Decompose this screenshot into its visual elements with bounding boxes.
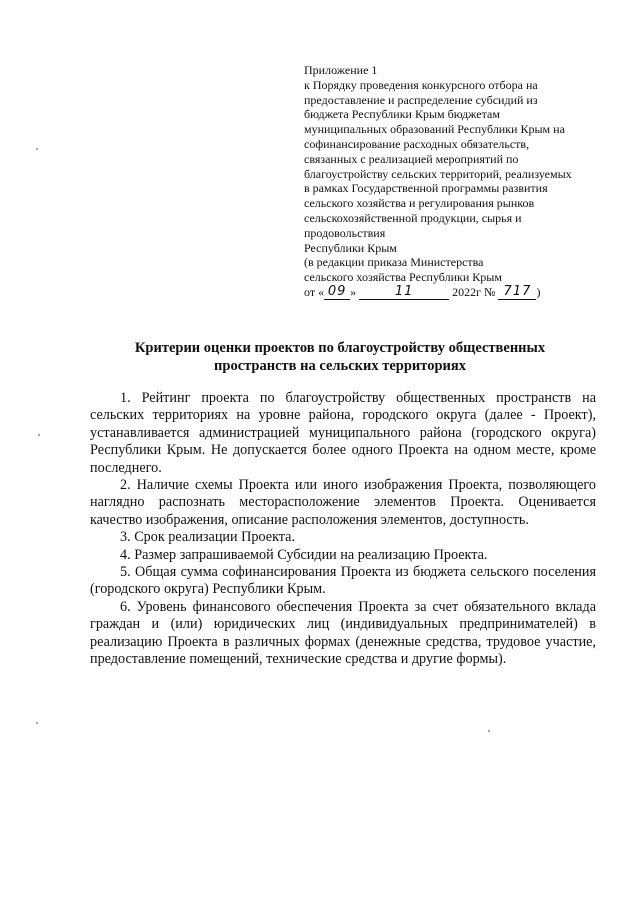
criterion-item: 1. Рейтинг проекта по благоустройству общественных пространств на сельских территориях на уровне района, городского округа (далее - Проект), устанавливается администрацией муниципального района (городского округа) Республики Крым. Не допускается более одного Проекта на одном месте, кроме последнего. — [90, 390, 596, 476]
date-day-close: » — [350, 285, 357, 300]
scan-speck — [38, 434, 40, 436]
appendix-line: сельского хозяйства и регулирования рынков — [304, 196, 535, 211]
appendix-line: благоустройству сельских территорий, реализуемых — [304, 166, 572, 181]
order-date-line — [304, 285, 604, 301]
appendix-line: муниципальных образований Республики Крым на — [304, 122, 565, 137]
appendix-line: сельскохозяйственной продукции, сырья и — [304, 210, 522, 225]
date-day: 09 — [324, 285, 350, 300]
appendix-line: связанных с реализацией мероприятий по — [304, 151, 519, 166]
appendix-line: бюджета Республики Крым бюджетам — [304, 107, 500, 122]
appendix-line: к Порядку проведения конкурсного отбора на — [304, 77, 538, 92]
appendix-line: (в редакции приказа Министерства — [304, 255, 484, 270]
criteria-list — [90, 390, 596, 669]
appendix-line: в рамках Государственной программы развития — [304, 181, 548, 196]
criterion-item: 5. Общая сумма софинансирования Проекта из бюджета сельского поселения (городского округа) Республики Крым. — [90, 564, 596, 598]
appendix-line: софинансирование расходных обязательств, — [304, 136, 530, 151]
appendix-line: предоставление и распределение субсидий из — [304, 92, 538, 107]
criterion-item: 6. Уровень финансового обеспечения Проекта за счет обязательного вклада граждан и (или) юридических лиц (индивидуальных предпринимателей) в реализацию Проекта в различных формах (денежные средства, трудовое участие, предоставление помещений, технические средства и другие формы). — [90, 598, 596, 668]
title-line: пространств на сельских территориях — [214, 358, 466, 374]
criterion-item: 3. Срок реализации Проекта. — [120, 529, 295, 546]
appendix-line: Приложение 1 — [304, 63, 378, 77]
appendix-header — [304, 63, 604, 301]
criterion-item: 4. Размер запрашиваемой Субсидии на реализацию Проекта. — [120, 546, 488, 563]
document-title — [90, 339, 590, 375]
appendix-line: продовольствия — [304, 225, 386, 240]
scan-speck — [488, 730, 490, 732]
date-month: 11 — [359, 285, 449, 300]
appendix-line: Республики Крым — [304, 240, 397, 255]
scan-speck — [36, 722, 38, 724]
appendix-line: сельского хозяйства Республики Крым — [304, 270, 502, 285]
order-number: 717 — [498, 285, 536, 300]
date-year: 2022г № — [452, 285, 496, 300]
date-prefix: от « — [304, 285, 325, 300]
scan-speck — [36, 148, 38, 150]
title-line: Критерии оценки проектов по благоустройству общественных — [134, 340, 546, 356]
date-close: ) — [536, 285, 541, 300]
criterion-item: 2. Наличие схемы Проекта или иного изображения Проекта, позволяющего наглядно распознать месторасположение элементов Проекта. Оценивается качество изображения, описание расположения элементов, доступность. — [90, 477, 596, 528]
